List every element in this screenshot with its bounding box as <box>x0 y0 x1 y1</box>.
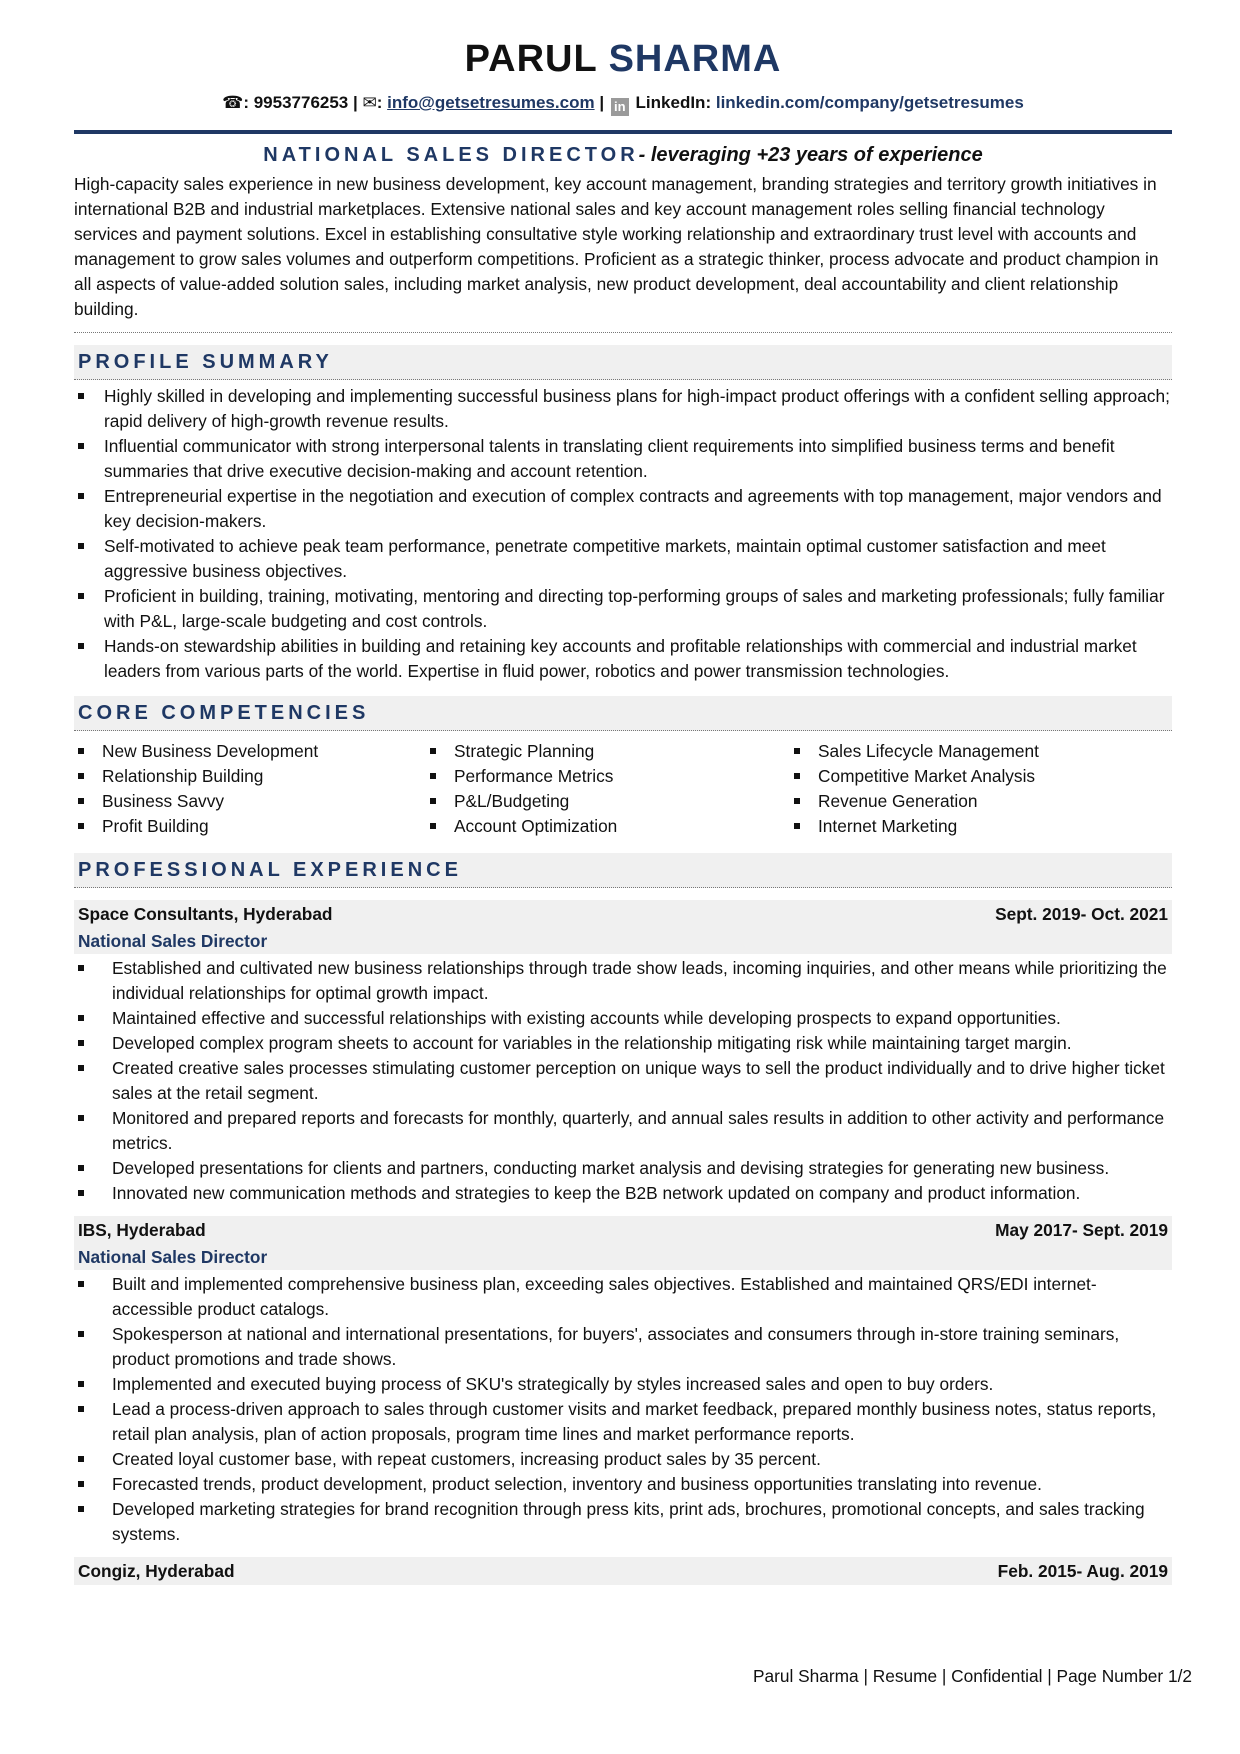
list-item: Established and cultivated new business relationships through trade show leads, incoming inquiries, and other means while prioritizing the individual relationships for optimal growth impact. <box>74 956 1172 1006</box>
contact-line <box>74 92 1172 116</box>
list-item: Innovated new communication methods and strategies to keep the B2B network updated on company and product information. <box>74 1181 1172 1206</box>
list-item: Highly skilled in developing and implementing successful business plans for high-impact product offerings with a confident selling approach; rapid delivery of high-growth revenue results. <box>74 384 1172 434</box>
list-item: Developed presentations for clients and partners, conducting market analysis and devising strategies for generating new business. <box>74 1156 1172 1181</box>
list-item: Implemented and executed buying process of SKU's strategically by styles increased sales and open to buy orders. <box>74 1372 1172 1397</box>
resume-page <box>74 0 1172 1585</box>
section-heading-experience: PROFESSIONAL EXPERIENCE <box>74 853 1172 888</box>
job-duties <box>74 1272 1172 1547</box>
list-item: Performance Metrics <box>426 764 790 789</box>
job-dates: Sept. 2019- Oct. 2021 <box>995 904 1168 924</box>
list-item: Competitive Market Analysis <box>790 764 1150 789</box>
linkedin-icon: in <box>611 98 629 116</box>
section-heading-competencies: CORE COMPETENCIES <box>74 696 1172 731</box>
list-item: Entrepreneurial expertise in the negotiation and execution of complex contracts and agreements with top management, major vendors and key decision-makers. <box>74 484 1172 534</box>
job-role: National Sales Director <box>74 1244 1172 1270</box>
list-item: Created loyal customer base, with repeat customers, increasing product sales by 35 percent. <box>74 1447 1172 1472</box>
email-link[interactable]: info@getsetresumes.com <box>387 93 595 112</box>
list-item: P&L/Budgeting <box>426 789 790 814</box>
competency-column <box>790 739 1150 839</box>
list-item: Business Savvy <box>74 789 426 814</box>
headline-subtitle: - leveraging +23 years of experience <box>638 144 983 166</box>
list-item: Internet Marketing <box>790 814 1150 839</box>
list-item: Developed complex program sheets to account for variables in the relationship mitigating risk while maintaining target margin. <box>74 1031 1172 1056</box>
competencies-grid <box>74 739 1172 839</box>
list-item: Hands-on stewardship abilities in building and retaining key accounts and profitable relationships with commercial and industrial market leaders from various parts of the world. Expertise in fluid power, robotics and power transmission technologies. <box>74 634 1172 684</box>
email-colon: : <box>376 93 383 112</box>
job-duties <box>74 956 1172 1206</box>
job-dates: Feb. 2015- Aug. 2019 <box>997 1561 1168 1581</box>
intro-paragraph: High-capacity sales experience in new business development, key account management, branding strategies and territory growth initiatives in international B2B and industrial marketplaces. Extensive national sales and key account management roles selling financial technology services and payment solutions. Excel in establishing consultative style working relationship and extraordinary trust level with accounts and management to grow sales volumes and outperform competitions. Proficient as a strategic thinker, process advocate and product champion in all aspects of value-added solution sales, including market analysis, new product development, deal accountability and client relationship building. <box>74 174 1159 319</box>
email-icon: ✉ <box>362 93 377 112</box>
job-company: Space Consultants, Hyderabad <box>78 904 333 924</box>
list-item: Proficient in building, training, motivating, mentoring and directing top-performing groups of sales and marketing professionals; fully familiar with P&L, large-scale budgeting and cost controls. <box>74 584 1172 634</box>
competency-column <box>426 739 790 839</box>
list-item: Relationship Building <box>74 764 426 789</box>
list-item: Forecasted trends, product development, product selection, inventory and business opportunities translating into revenue. <box>74 1472 1172 1497</box>
headline <box>74 142 1172 168</box>
last-name: SHARMA <box>608 38 782 80</box>
list-item: Influential communicator with strong interpersonal talents in translating client requirements into simplified business terms and benefit summaries that drive executive decision-making and account retention. <box>74 434 1172 484</box>
linkedin-link[interactable]: linkedin.com/company/getsetresumes <box>715 93 1024 112</box>
list-item: Maintained effective and successful relationships with existing accounts while developing prospects to expand opportunities. <box>74 1006 1172 1031</box>
job-role: National Sales Director <box>74 928 1172 954</box>
list-item: Built and implemented comprehensive business plan, exceeding sales objectives. Established and maintained QRS/EDI internet-accessible product catalogs. <box>74 1272 1172 1322</box>
list-item: Sales Lifecycle Management <box>790 739 1150 764</box>
competency-column <box>74 739 426 839</box>
list-item: Monitored and prepared reports and forecasts for monthly, quarterly, and annual sales results in addition to other activity and performance metrics. <box>74 1106 1172 1156</box>
divider <box>74 332 1172 333</box>
headline-title: NATIONAL SALES DIRECTOR <box>263 144 639 166</box>
job-company: IBS, Hyderabad <box>78 1220 206 1240</box>
separator: | <box>353 93 358 112</box>
linkedin-label: LinkedIn: <box>635 93 712 112</box>
phone: ☎: 9953776253 <box>222 93 349 112</box>
list-item: Developed marketing strategies for brand recognition through press kits, print ads, brochures, promotional concepts, and sales tracking systems. <box>74 1497 1172 1547</box>
list-item: Spokesperson at national and international presentations, for buyers', associates and consumers through in-store training seminars, product promotions and trade shows. <box>74 1322 1172 1372</box>
list-item: New Business Development <box>74 739 426 764</box>
job-header <box>74 1216 1172 1244</box>
page-footer: Parul Sharma | Resume | Confidential | Page Number 1/2 <box>753 1666 1192 1686</box>
job-company: Congiz, Hyderabad <box>78 1561 235 1581</box>
job-dates: May 2017- Sept. 2019 <box>995 1220 1168 1240</box>
separator: | <box>599 93 605 112</box>
job-header <box>74 900 1172 928</box>
list-item: Lead a process-driven approach to sales through customer visits and market feedback, prepared monthly business notes, status reports, retail plan analysis, plan of action proposals, program time lines and market performance reports. <box>74 1397 1172 1447</box>
candidate-name <box>74 36 1172 82</box>
job-header <box>74 1557 1172 1585</box>
list-item: Account Optimization <box>426 814 790 839</box>
list-item: Created creative sales processes stimulating customer perception on unique ways to sell the product individually and to drive higher ticket sales at the retail segment. <box>74 1056 1172 1106</box>
first-name: PARUL <box>464 38 598 80</box>
list-item: Self-motivated to achieve peak team performance, penetrate competitive markets, maintain optimal customer satisfaction and meet aggressive business objectives. <box>74 534 1172 584</box>
section-heading-profile: PROFILE SUMMARY <box>74 345 1172 380</box>
list-item: Strategic Planning <box>426 739 790 764</box>
profile-list <box>74 384 1172 684</box>
list-item: Revenue Generation <box>790 789 1150 814</box>
header-rule <box>74 130 1172 134</box>
list-item: Profit Building <box>74 814 426 839</box>
